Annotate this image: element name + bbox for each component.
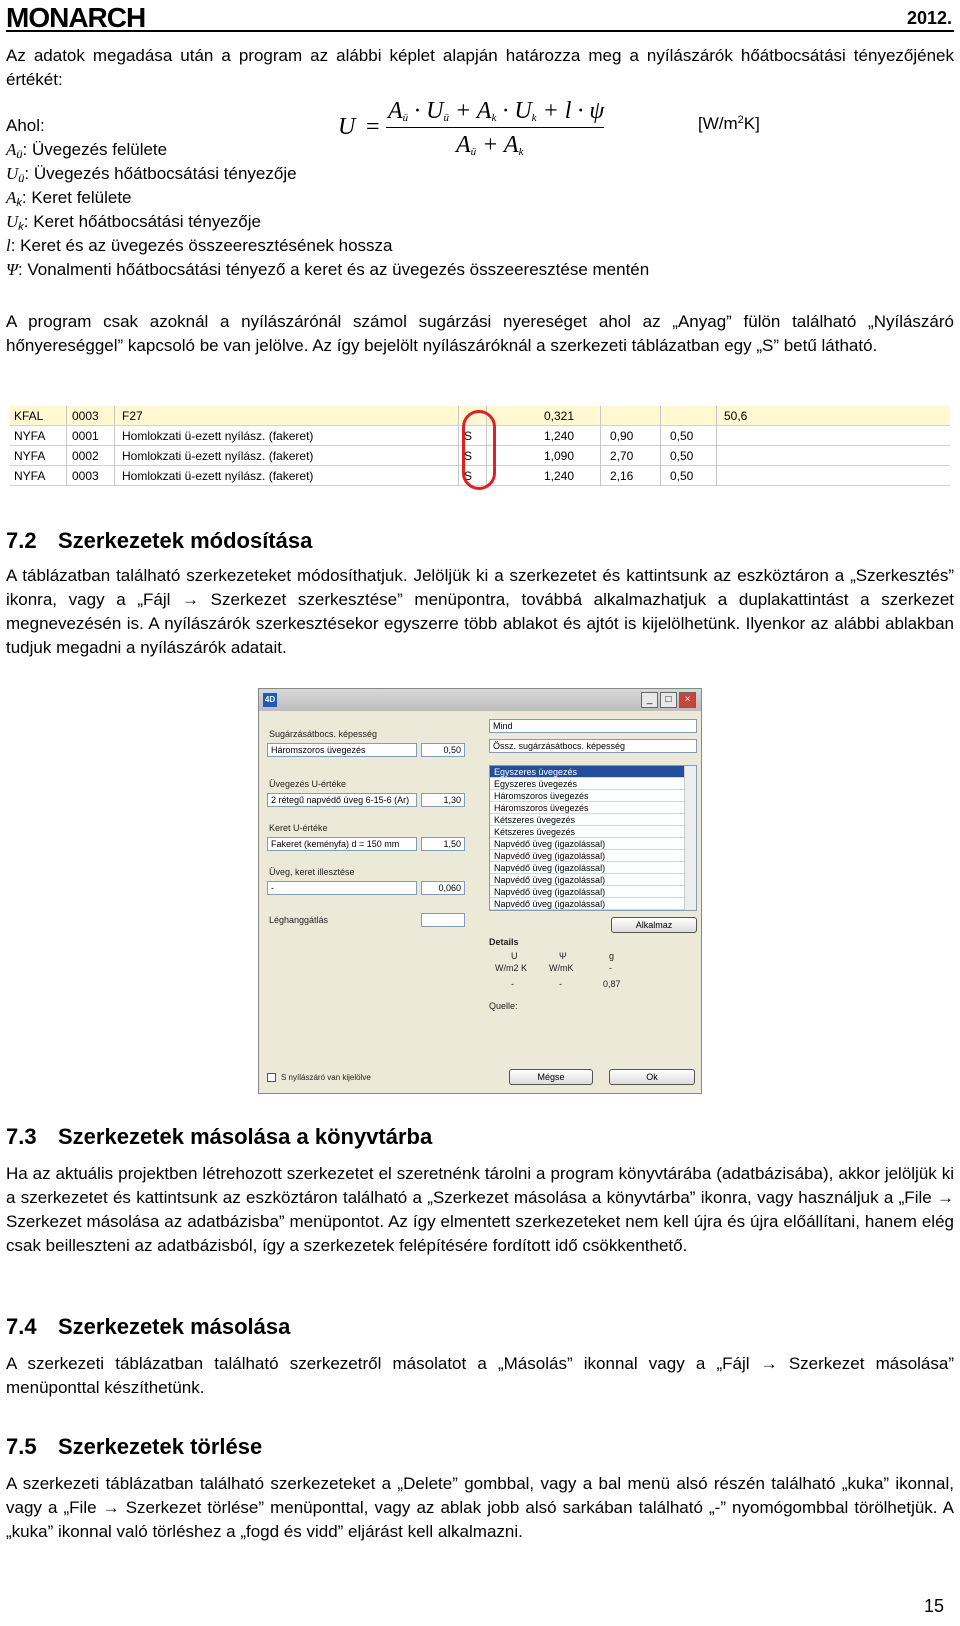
legend-item: $U_k$: Keret hőátbocsátási tényezője [6,212,261,233]
frame-select[interactable]: Fakeret (keményfa) d = 150 mm [267,837,417,851]
section-7-5-heading: 7.5 Szerkezetek törlése [6,1434,263,1459]
table-cell: 1,090 [544,449,575,463]
list-item[interactable]: Napvédő üveg (igazolással) [490,862,696,874]
table-cell: Homlokzati ü-ezett nyílász. (fakeret) [122,429,314,443]
table-cell: S [464,429,473,443]
details-val-u: - [511,979,514,989]
app-icon: 4D [263,693,277,707]
label-psi: Üveg, keret illesztése [269,867,355,877]
section-7-4-heading: 7.4 Szerkezetek másolása [6,1314,291,1339]
formula-eq: = [366,114,380,140]
apply-button[interactable]: Alkalmaz [611,917,697,933]
section-7-4-text: A szerkezeti táblázatban található szerkezetről másolatot a „Másolás” ikonnal vagy a „Fájl → Szerkezet másolása” menüponttal készíthetünk. [6,1354,954,1397]
legend-item: Ψ: Vonalmenti hőátbocsátási tényező a keret és az üvegezés összeeresztése mentén [6,260,650,279]
list-item[interactable]: Kétszeres üvegezés [490,826,696,838]
formula-unit: $[W/m^2K]$ [698,114,760,133]
selection-label: S nyílászáró van kijelölve [281,1073,371,1082]
details-col-psi: Ψ [559,951,567,961]
glass-select[interactable]: 2 rétegű napvédő üveg 6-15-6 (Ar) [267,793,417,807]
table-cell: 0,90 [610,429,634,443]
table-cell: S [464,449,473,463]
ok-button[interactable]: Ok [609,1069,695,1085]
formula-denominator: $A_ü + A_k$ [456,132,524,158]
solar-select[interactable]: Háromszoros üvegezés [267,743,417,757]
label-frame-u: Keret U-értéke [269,823,328,833]
label-solar: Sugárzásátbocs. képesség [269,729,378,739]
table-cell: F27 [122,409,143,423]
details-unit-g: - [609,963,612,973]
table-cell: 0,50 [670,429,694,443]
logo: MONARCH [6,2,146,33]
list-scrollbar[interactable] [684,766,696,910]
list-item[interactable]: Napvédő üveg (igazolással) [490,886,696,898]
cancel-button[interactable]: Mégse [509,1069,593,1085]
table-cell: 0001 [72,429,99,443]
table-cell: 1,240 [544,469,575,483]
psi-value[interactable]: 0,060 [421,881,465,895]
window-properties-dialog [258,688,702,1094]
section-7-5-text: A szerkezeti táblázatban található szerkezeteket a „Delete” gombbal, vagy a bal menü alsó részén található „kuka” ikonnal, vagy a „File → Szerkezet törlése” menüponttal, vagy az ablak jobb alsó sarkában található „-” nyomógombbal törölhetjük. A „kuka” ikonnal való törléshez a „fogd és vidd” eljárást kell alkalmazni. [6,1474,954,1541]
glazing-list[interactable] [489,765,697,911]
dialog-titlebar [259,689,701,711]
table-cell: 1,240 [544,429,575,443]
list-item[interactable]: Napvédő üveg (igazolással) [490,898,696,910]
table-cell: Homlokzati ü-ezett nyílász. (fakeret) [122,449,314,463]
table-cell: 0,50 [670,469,694,483]
header-year: 2012. [906,8,952,28]
table-cell: 2,16 [610,469,634,483]
list-item[interactable]: Háromszoros üvegezés [490,802,696,814]
glass-u-value[interactable]: 1,30 [421,793,465,807]
maximize-button[interactable]: □ [660,692,677,708]
table-cell: Homlokzati ü-ezett nyílász. (fakeret) [122,469,314,483]
table-cell: 0003 [72,469,99,483]
list-item[interactable]: Egyszeres üvegezés [490,778,696,790]
details-heading: Details [489,937,519,947]
table-cell: 0,50 [670,449,694,463]
table-cell: KFAL [14,409,44,423]
table-cell: 0,321 [544,409,575,423]
section-7-3-text: Ha az aktuális projektben létrehozott szerkezetet el szeretnénk tárolni a program könyvtárába (adatbázisába), akkor jelöljük ki a szerkezetet és kattintsunk az eszköztáron található a „Szerkezet másolása a könyvtárba” ikonra, vagy használjuk a „File → Szerkezet másolása az adatbázisba” menüpontot. Az így elmentett szerkezeteket nem kell újra és újra előállítani, hanem elég csak beilleszteni az adatbázisból, így a szerkezetek felépítésére fordított idő csökkenthető. [6,1164,954,1255]
highlight-circle [462,410,496,490]
table-cell: 50,6 [724,409,748,423]
legend-item: l: Keret és az üvegezés összeeresztésének hossza [6,236,393,255]
formula-numerator: $A_ü \cdot U_ü + A_k \cdot U_k + l \cdot \psi$ [388,98,605,124]
details-val-psi: - [559,979,562,989]
source-label: Quelle: [489,1001,518,1011]
table-cell: NYFA [14,429,46,443]
section-7-3-heading: 7.3 Szerkezetek másolása a könyvtárba [6,1124,433,1149]
intro-paragraph: Az adatok megadása után a program az alábbi képlet alapján határozza meg a nyílászárók hőátbocsátási tényezőjének értékét: [6,46,954,89]
list-item[interactable]: Egyszeres üvegezés [490,766,696,778]
sound-value[interactable] [421,913,465,927]
table-cell: 0002 [72,449,99,463]
list-item[interactable]: Napvédő üveg (igazolással) [490,850,696,862]
close-button[interactable]: × [679,692,696,708]
legend-item: $U_ü$: Üvegezés hőátbocsátási tényezője [6,164,297,185]
list-item[interactable]: Háromszoros üvegezés [490,790,696,802]
details-unit-u: W/m2 K [495,963,528,973]
psi-select[interactable]: - [267,881,417,895]
details-unit-psi: W/mK [549,963,574,973]
list-item[interactable]: Kétszeres üvegezés [490,814,696,826]
list-item[interactable]: Napvédő üveg (igazolással) [490,838,696,850]
table-cell: 2,70 [610,449,634,463]
solar-paragraph: A program csak azoknál a nyílászárónál számol sugárzási nyereséget ahol az „Anyag” fülön található „Nyílászáró hőnyereséggel” kapcsoló be van jelölve. Az így bejelölt nyílászáróknál a szerkezeti táblázatban egy „S” betű látható. [6,312,954,355]
list-item[interactable]: Napvédő üveg (igazolással) [490,874,696,886]
table-cell: NYFA [14,469,46,483]
legend-title: Ahol: [6,116,45,135]
details-val-g: 0,87 [603,979,621,989]
frame-u-value[interactable]: 1,50 [421,837,465,851]
legend-item: $A_k$: Keret felülete [6,188,132,209]
section-7-2-text: A táblázatban található szerkezeteket módosíthatjuk. Jelöljük ki a szerkezetet és kattintsunk az eszköztáron a „Szerkesztés” ikonra, vagy a „Fájl → Szerkezet szerkesztése” menüpontra, továbbá alkalmazhatjuk a duplakattintást a szerkezet megnevezésén is. A nyílászárók szerkesztésekor egyszerre több ablakot és ajtót is kijelölhetünk. Ilyenkor az alábbi ablakban tudjuk megadni a nyílászárók adatait. [6,566,954,657]
table-cell: 0003 [72,409,99,423]
legend-item: $A_ü$: Üvegezés felülete [6,140,168,161]
formula-lhs: U [338,114,356,140]
filter-dropdown[interactable]: Mind [489,719,697,733]
table-cell: NYFA [14,449,46,463]
details-col-g: g [609,951,615,961]
section-7-2-heading: 7.2 Szerkezetek módosítása [6,528,313,553]
solar-value[interactable]: 0,50 [421,743,465,757]
page-header [6,2,954,32]
table-cell: S [464,469,473,483]
label-sound: Léghanggátlás [269,915,329,925]
label-glass-u: Üvegezés U-értéke [269,779,347,789]
details-col-u: U [511,951,518,961]
minimize-button[interactable]: _ [641,692,658,708]
selection-checkbox[interactable] [267,1073,276,1082]
page-number: 15 [923,1596,944,1616]
property-dropdown[interactable]: Össz. sugárzásátbocs. képesség [489,739,697,753]
